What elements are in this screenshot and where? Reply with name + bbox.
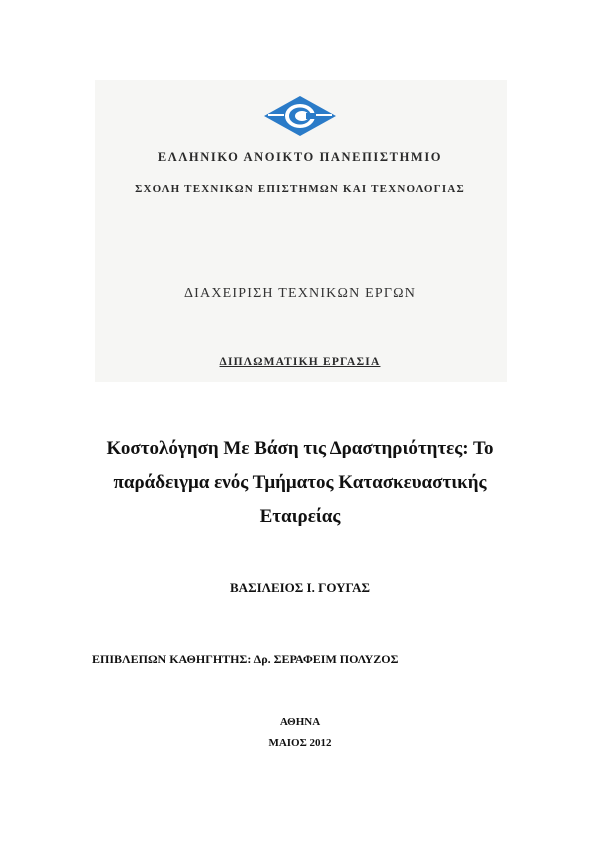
- title-line: Εταιρείας: [259, 506, 341, 527]
- author-name: ΒΑΣΙΛΕΙΟΣ Ι. ΓΟΥΓΑΣ: [230, 580, 370, 595]
- supervisor-line: ΕΠΙΒΛΕΠΩΝ ΚΑΘΗΓΗΤΗΣ: Δρ. ΣΕΡΑΦΕΙΜ ΠΟΛΥΖΟΣ: [92, 652, 399, 666]
- title-line: Κοστολόγηση Με Βάση τις Δραστηριότητες: Το: [106, 438, 494, 459]
- date: ΜΑΙΟΣ 2012: [268, 737, 332, 749]
- city: ΑΘΗΝΑ: [279, 716, 321, 728]
- university-emblem-icon: [262, 94, 338, 138]
- title-line: παράδειγμα ενός Τμήματος Κατασκευαστικής: [113, 472, 487, 493]
- course-name: ΔΙΑΧΕΙΡΙΣΗ ΤΕΧΝΙΚΩΝ ΕΡΓΩΝ: [183, 286, 417, 301]
- school-name: ΣΧΟΛΗ ΤΕΧΝΙΚΩΝ ΕΠΙΣΤΗΜΩΝ ΚΑΙ ΤΕΧΝΟΛΟΓΙΑΣ: [135, 183, 465, 195]
- university-name: ΕΛΛΗΝΙΚΟ ΑΝΟΙΚΤΟ ΠΑΝΕΠΙΣΤΗΜΙΟ: [157, 150, 443, 164]
- thesis-title: [0, 432, 600, 534]
- document-type: ΔΙΠΛΩΜΑΤΙΚΗ ΕΡΓΑΣΙΑ: [219, 356, 381, 368]
